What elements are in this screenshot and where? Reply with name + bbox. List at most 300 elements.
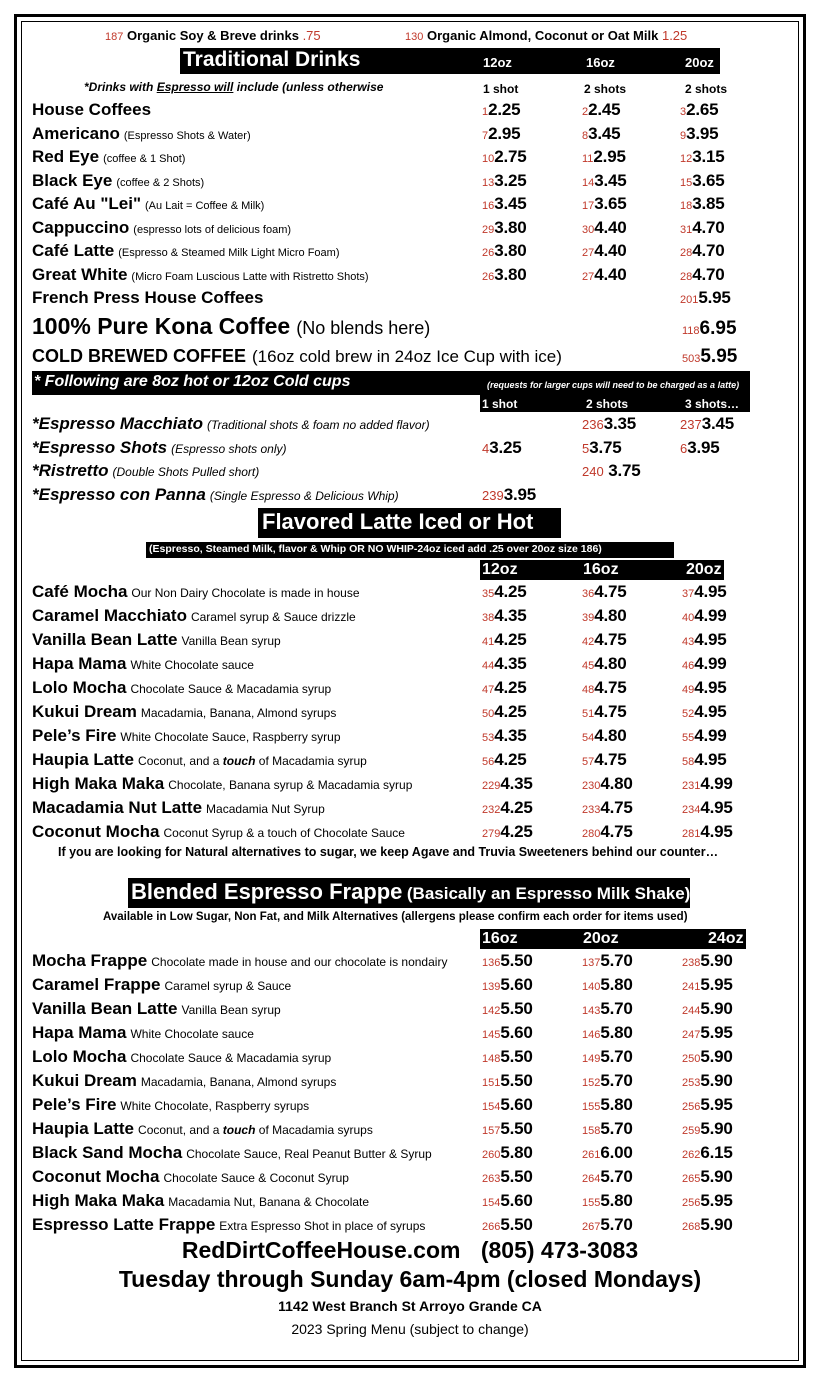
- item-price: 3.95: [503, 484, 536, 504]
- item-name: Great White: [32, 264, 128, 284]
- price-cell: [482, 1095, 533, 1115]
- item-name: *Espresso Shots: [32, 437, 168, 457]
- item-code: 5: [582, 440, 590, 456]
- item-price: 3.80: [494, 264, 527, 284]
- frappe-title-line: [131, 879, 690, 905]
- item-code: 238: [682, 957, 701, 969]
- menu-item-row: [32, 774, 412, 794]
- item-code: 50: [482, 708, 495, 720]
- item-code: 10: [482, 153, 495, 165]
- item-description: Chocolate Sauce & Macadamia syrup: [130, 682, 332, 696]
- price-cell: [682, 999, 733, 1019]
- item-price: 4.75: [600, 798, 633, 817]
- item-code: 43: [682, 636, 695, 648]
- item-description: Caramel syrup & Sauce drizzle: [190, 610, 356, 624]
- phone-number[interactable]: (805) 473-3083: [480, 1237, 639, 1263]
- item-price: 5.60: [500, 1191, 533, 1210]
- business-hours: Tuesday through Sunday 6am-4pm (closed Mondays): [118, 1266, 702, 1292]
- flavored-title: Flavored Latte Iced or Hot: [262, 509, 534, 534]
- item-price: 3.45: [494, 194, 527, 213]
- item-code: 13: [482, 176, 495, 189]
- menu-item-row: [32, 1071, 336, 1091]
- price-cell: [482, 147, 527, 167]
- item-price: 2.75: [494, 147, 527, 166]
- price-cell: [582, 1071, 633, 1091]
- menu-item-row: [32, 1023, 254, 1043]
- item-description: [138, 1123, 373, 1137]
- item-code: 259: [682, 1125, 701, 1137]
- item-price: 4.95: [694, 582, 727, 601]
- item-price: 4.40: [594, 241, 627, 260]
- price-cell: [482, 822, 533, 842]
- item-description: (Single Espresso & Delicious Whip): [209, 488, 399, 503]
- milk-option-price: 1.25: [661, 28, 688, 43]
- price-cell: [582, 171, 627, 191]
- price-cell: [482, 750, 527, 770]
- price-cell: [482, 1215, 533, 1235]
- item-code: 26: [482, 270, 495, 283]
- price-cell: [482, 1071, 533, 1091]
- item-description: (Traditional shots & foam no added flavor): [207, 418, 430, 432]
- item-description: Chocolate made in house and our chocolate is nondairy: [151, 955, 448, 969]
- item-description: Macadamia Nut Syrup: [206, 802, 325, 816]
- item-code: 230: [582, 780, 601, 792]
- website-link[interactable]: RedDirtCoffeeHouse.com: [181, 1237, 461, 1263]
- price-cell: [482, 1191, 533, 1211]
- item-code: 262: [682, 1149, 701, 1161]
- item-price: 3.25: [489, 437, 522, 457]
- price-cell: [482, 582, 527, 602]
- item-price: 3.80: [494, 217, 527, 237]
- item-code: 52: [682, 708, 695, 720]
- item-name: Haupia Latte: [32, 1119, 135, 1138]
- item-price: 5.50: [500, 1071, 533, 1090]
- item-code: 232: [482, 804, 501, 816]
- price-cell: [680, 414, 734, 434]
- menu-item-row: [32, 414, 430, 434]
- price-cell: [680, 241, 725, 261]
- menu-item-row: [32, 951, 447, 971]
- item-price: 4.99: [694, 654, 727, 673]
- item-price: 5.50: [500, 951, 533, 970]
- price-cell: [680, 288, 731, 308]
- item-name: Macadamia Nut Latte: [32, 798, 203, 817]
- desc-part: Coconut, and a: [138, 1123, 223, 1137]
- flavored-size-12: 12oz: [482, 561, 518, 578]
- price-cell: [682, 654, 727, 674]
- item-code: 201: [680, 294, 699, 306]
- item-code: 27: [582, 270, 595, 283]
- price-cell: [682, 951, 733, 971]
- item-price: 5.50: [500, 1215, 533, 1234]
- item-code: 57: [582, 756, 595, 768]
- item-code: 187: [105, 31, 124, 43]
- item-price: 4.75: [600, 822, 633, 841]
- menu-item-row: [32, 1191, 369, 1211]
- menu-item-row: [32, 100, 151, 120]
- item-code: 151: [482, 1077, 501, 1089]
- price-cell: [680, 265, 725, 285]
- menu-item-row: [32, 241, 339, 261]
- item-code: 136: [482, 957, 501, 969]
- cold-brew-desc: (16oz cold brew in 24oz Ice Cup with ice): [252, 347, 562, 366]
- price-cell: [682, 798, 733, 818]
- menu-item-row: [32, 999, 281, 1019]
- flavored-size-16: 16oz: [583, 561, 619, 578]
- item-code: 157: [482, 1125, 501, 1137]
- item-price: 6.95: [699, 318, 737, 339]
- milk-option-label: Organic Almond, Coconut or Oat Milk: [426, 28, 659, 43]
- item-code: 244: [682, 1005, 701, 1017]
- price-cell: [482, 1119, 533, 1139]
- item-name: Lolo Mocha: [32, 678, 127, 697]
- price-cell: [582, 606, 627, 626]
- item-price: 4.99: [700, 774, 733, 793]
- item-price: 4.25: [494, 630, 527, 649]
- price-cell: [482, 124, 520, 144]
- item-description: (Double Shots Pulled short): [112, 465, 260, 479]
- item-price: 3.95: [686, 123, 719, 143]
- menu-item-row: [32, 1215, 425, 1235]
- menu-item-row: [32, 218, 291, 238]
- kona-desc: (No blends here): [296, 318, 431, 338]
- price-cell: [680, 171, 725, 191]
- item-description: (Espresso shots only): [171, 441, 287, 456]
- item-price: 4.70: [692, 217, 725, 237]
- cold-brew-name: COLD BREWED COFFEE: [32, 346, 246, 366]
- item-code: 268: [682, 1221, 701, 1233]
- price-cell: [482, 218, 527, 238]
- item-code: 7: [482, 129, 489, 142]
- price-cell: [680, 147, 725, 167]
- price-cell: [582, 630, 627, 650]
- price-cell: [482, 241, 527, 261]
- menu-item-row: [32, 1119, 373, 1139]
- item-code: 137: [582, 957, 601, 969]
- frappe-size-16: 16oz: [482, 930, 518, 947]
- item-code: 28: [680, 270, 693, 283]
- item-price: 4.80: [594, 654, 627, 673]
- item-name: Hapa Mama: [32, 1023, 127, 1042]
- contact-line: [0, 1237, 820, 1264]
- item-price: 4.35: [500, 774, 533, 793]
- note-emph: Espresso will: [156, 80, 234, 94]
- note-prefix: *Drinks with: [84, 80, 157, 94]
- item-description: (Espresso & Steamed Milk Light Micro Foam): [118, 247, 340, 259]
- price-cell: [482, 438, 522, 458]
- item-price: 4.75: [594, 630, 627, 649]
- item-description: Chocolate Sauce & Macadamia syrup: [130, 1051, 332, 1065]
- desc-part: of Macadamia syrup: [255, 754, 367, 768]
- menu-item-row: [32, 461, 259, 481]
- item-code: 44: [482, 660, 495, 672]
- menu-item-row: [32, 798, 325, 818]
- item-description: Coconut Syrup & a touch of Chocolate Sauce: [163, 826, 405, 840]
- item-price: 4.40: [594, 264, 627, 284]
- item-price: 3.65: [692, 170, 725, 190]
- item-code: 145: [482, 1029, 501, 1041]
- item-price: 4.95: [694, 630, 727, 649]
- item-name: Cappuccino: [32, 217, 130, 237]
- item-description: White Chocolate sauce: [130, 658, 254, 672]
- item-price: 6.15: [700, 1143, 733, 1162]
- item-code: 146: [582, 1029, 601, 1041]
- price-cell: [482, 654, 527, 674]
- item-code: 155: [582, 1197, 601, 1209]
- item-price: 3.80: [494, 241, 527, 260]
- price-cell: [680, 218, 725, 238]
- item-code: 46: [682, 660, 695, 672]
- item-price: 4.35: [494, 654, 527, 673]
- item-price: 4.95: [694, 702, 727, 721]
- item-price: 2.25: [488, 100, 521, 119]
- menu-item-row: [32, 606, 356, 626]
- price-cell: [682, 606, 727, 626]
- item-code: 237: [680, 417, 702, 432]
- item-price: 3.75: [589, 437, 622, 457]
- espresso-header-note: (requests for larger cups will need to be charged as a latte): [487, 380, 740, 390]
- espresso-shots-2: 2 shots: [586, 397, 629, 411]
- price-cell: [682, 822, 733, 842]
- item-price: 3.45: [594, 170, 627, 190]
- price-cell: [682, 774, 733, 794]
- item-name: Hapa Mama: [32, 654, 127, 673]
- menu-item-row: [32, 124, 251, 144]
- item-price: 4.40: [594, 217, 627, 237]
- item-price: 5.90: [700, 1215, 733, 1234]
- item-price: 5.95: [700, 1191, 733, 1210]
- item-code: 154: [482, 1197, 501, 1209]
- item-code: 36: [582, 588, 595, 600]
- price-cell: [682, 1167, 733, 1187]
- menu-item-row: [32, 1047, 331, 1067]
- price-cell: [582, 975, 633, 995]
- price-cell: [682, 726, 727, 746]
- item-description: Caramel syrup & Sauce: [164, 979, 292, 993]
- item-code: 40: [682, 612, 695, 624]
- price-cell: [482, 100, 520, 120]
- item-code: 229: [482, 780, 501, 792]
- desc-part: Coconut, and a: [138, 754, 223, 768]
- item-price: 5.80: [500, 1143, 533, 1162]
- item-description: Macadamia Nut, Banana & Chocolate: [168, 1195, 370, 1209]
- sweetener-footnote: If you are looking for Natural alternatives to sugar, we keep Agave and Truvia Sweeteners behind our counter…: [58, 845, 719, 859]
- item-code: 15: [680, 176, 693, 189]
- price-cell: [682, 1143, 733, 1163]
- item-code: 241: [682, 981, 701, 993]
- item-name: High Maka Maka: [32, 774, 165, 793]
- item-price: 4.80: [594, 606, 627, 625]
- item-code: 27: [582, 247, 595, 259]
- menu-item-row: [32, 171, 204, 191]
- item-name: House Coffees: [32, 100, 152, 119]
- menu-item-row: [32, 630, 281, 650]
- item-price: 4.75: [594, 702, 627, 721]
- item-price: 5.95: [698, 288, 731, 307]
- item-price: 5.70: [600, 1047, 633, 1066]
- item-name: Kukui Dream: [32, 1071, 137, 1090]
- shots-col-2: 2 shots: [584, 82, 627, 96]
- price-cell: [680, 124, 718, 144]
- item-price: 5.60: [500, 1023, 533, 1042]
- price-cell: [482, 1143, 533, 1163]
- price-cell: [582, 654, 627, 674]
- frappe-title-note: (Basically an Espresso Milk Shake): [406, 884, 691, 903]
- price-cell: [582, 951, 633, 971]
- item-price: 6.00: [600, 1143, 633, 1162]
- desc-part: of Macadamia syrups: [255, 1123, 373, 1137]
- item-description: Our Non Dairy Chocolate is made in house: [131, 586, 360, 600]
- item-description: Vanilla Bean syrup: [181, 1003, 281, 1017]
- item-description: White Chocolate sauce: [130, 1027, 254, 1041]
- milk-option-label: Organic Soy & Breve drinks: [126, 28, 299, 43]
- item-price: 3.45: [701, 414, 734, 433]
- price-cell: [482, 798, 533, 818]
- item-price: 5.80: [600, 1023, 633, 1042]
- item-price: 5.95: [700, 975, 733, 994]
- item-name: Café Au "Lei": [32, 194, 142, 213]
- frappe-title: Blended Espresso Frappe: [131, 879, 403, 904]
- price-cell: [582, 1167, 633, 1187]
- price-cell: [582, 100, 620, 120]
- item-name: Vanilla Bean Latte: [32, 630, 178, 649]
- item-name: Mocha Frappe: [32, 951, 148, 970]
- item-code: 139: [482, 981, 501, 993]
- menu-item-row: [32, 1143, 432, 1163]
- item-price: 4.25: [494, 582, 527, 601]
- item-description: Chocolate, Banana syrup & Macadamia syrup: [168, 778, 413, 792]
- milk-option-soy: [105, 28, 321, 43]
- price-cell: [482, 1023, 533, 1043]
- price-cell: [482, 265, 527, 285]
- menu-item-row: [32, 194, 264, 214]
- item-price: 4.80: [600, 774, 633, 793]
- item-price: 4.25: [500, 798, 533, 817]
- item-code: 148: [482, 1053, 501, 1065]
- item-name: Americano: [32, 123, 120, 143]
- item-code: 236: [582, 417, 604, 432]
- price-cell: [582, 1047, 633, 1067]
- price-cell: [482, 999, 533, 1019]
- size-20oz: 20oz: [685, 55, 714, 70]
- menu-item-row: [32, 147, 185, 167]
- milk-option-price: .75: [302, 28, 321, 43]
- item-price: 5.95: [700, 1095, 733, 1114]
- item-price: 4.25: [500, 822, 533, 841]
- item-code: 503: [682, 353, 701, 365]
- item-price: 3.45: [588, 123, 621, 143]
- price-cell: [482, 194, 527, 214]
- price-cell: [682, 1215, 733, 1235]
- item-price: 5.90: [700, 951, 733, 970]
- item-name: Café Mocha: [32, 582, 128, 601]
- item-name: Lolo Mocha: [32, 1047, 127, 1066]
- price-cell: [482, 951, 533, 971]
- menu-item-row: [32, 485, 399, 505]
- espresso-shots-1: 1 shot: [482, 397, 518, 411]
- traditional-title: Traditional Drinks: [183, 48, 361, 71]
- item-code: 265: [682, 1173, 701, 1185]
- item-price: 2.45: [588, 100, 621, 119]
- item-price: 3.85: [692, 194, 725, 213]
- menu-item-row: [32, 1167, 349, 1187]
- note-suffix: include (unless otherwise: [233, 80, 384, 94]
- item-code: 31: [680, 223, 693, 236]
- item-code: 260: [482, 1149, 501, 1161]
- item-code: 256: [682, 1197, 701, 1209]
- item-price: 5.70: [600, 1215, 633, 1234]
- price-cell: [680, 194, 725, 214]
- item-price: 4.25: [494, 678, 527, 697]
- price-cell: [582, 798, 633, 818]
- item-name: French Press House Coffees: [32, 288, 264, 307]
- address: 1142 West Branch St Arroyo Grande CA: [278, 1298, 542, 1314]
- item-code: 240: [582, 464, 604, 479]
- price-cell: [682, 582, 727, 602]
- item-code: 266: [482, 1221, 501, 1233]
- item-description: Chocolate Sauce & Coconut Syrup: [163, 1171, 349, 1185]
- price-cell: [582, 414, 636, 434]
- desc-emph: touch: [222, 754, 256, 768]
- item-name: Coconut Mocha: [32, 822, 160, 841]
- price-cell: [582, 1023, 633, 1043]
- price-cell: [682, 702, 727, 722]
- item-description: White Chocolate, Raspberry syrups: [120, 1099, 310, 1113]
- item-description: White Chocolate Sauce, Raspberry syrup: [120, 730, 341, 744]
- item-name: Kukui Dream: [32, 702, 137, 721]
- price-cell: [682, 678, 727, 698]
- item-price: 4.70: [692, 264, 725, 284]
- price-cell: [582, 1095, 633, 1115]
- price-cell: [582, 1119, 633, 1139]
- price-cell: [582, 1191, 633, 1211]
- item-price: 5.70: [600, 1167, 633, 1186]
- kona-price-cell: [682, 318, 737, 340]
- frappe-subtitle: Available in Low Sugar, Non Fat, and Milk Alternatives (allergens please confirm each order for items used): [103, 911, 688, 923]
- item-code: 239: [482, 487, 504, 503]
- item-price: 5.60: [500, 1095, 533, 1114]
- item-code: 279: [482, 828, 501, 840]
- price-cell: [682, 1023, 733, 1043]
- size-12oz: 12oz: [483, 55, 512, 70]
- item-price: 2.95: [593, 147, 626, 166]
- price-cell: [582, 124, 620, 144]
- price-cell: [582, 241, 627, 261]
- item-description: Chocolate Sauce, Real Peanut Butter & Syrup: [186, 1147, 432, 1161]
- item-description: Macadamia, Banana, Almond syrups: [140, 706, 337, 720]
- item-code: 28: [680, 247, 693, 259]
- item-code: 26: [482, 247, 495, 259]
- item-name: Red Eye: [32, 147, 100, 166]
- item-name: Caramel Frappe: [32, 975, 161, 994]
- item-code: 142: [482, 1005, 501, 1017]
- menu-item-row: [32, 702, 336, 722]
- item-code: 261: [582, 1149, 601, 1161]
- price-cell: [482, 702, 527, 722]
- price-cell: [582, 438, 622, 458]
- price-cell: [680, 438, 720, 458]
- item-price: 5.50: [500, 999, 533, 1018]
- price-cell: [482, 726, 527, 746]
- item-name: Pele’s Fire: [32, 1095, 117, 1114]
- desc-emph: touch: [222, 1123, 256, 1137]
- item-code: 250: [682, 1053, 701, 1065]
- price-cell: [682, 630, 727, 650]
- price-cell: [482, 1167, 533, 1187]
- item-price: 5.70: [600, 999, 633, 1018]
- item-code: 45: [582, 660, 595, 672]
- item-name: Black Eye: [32, 170, 113, 190]
